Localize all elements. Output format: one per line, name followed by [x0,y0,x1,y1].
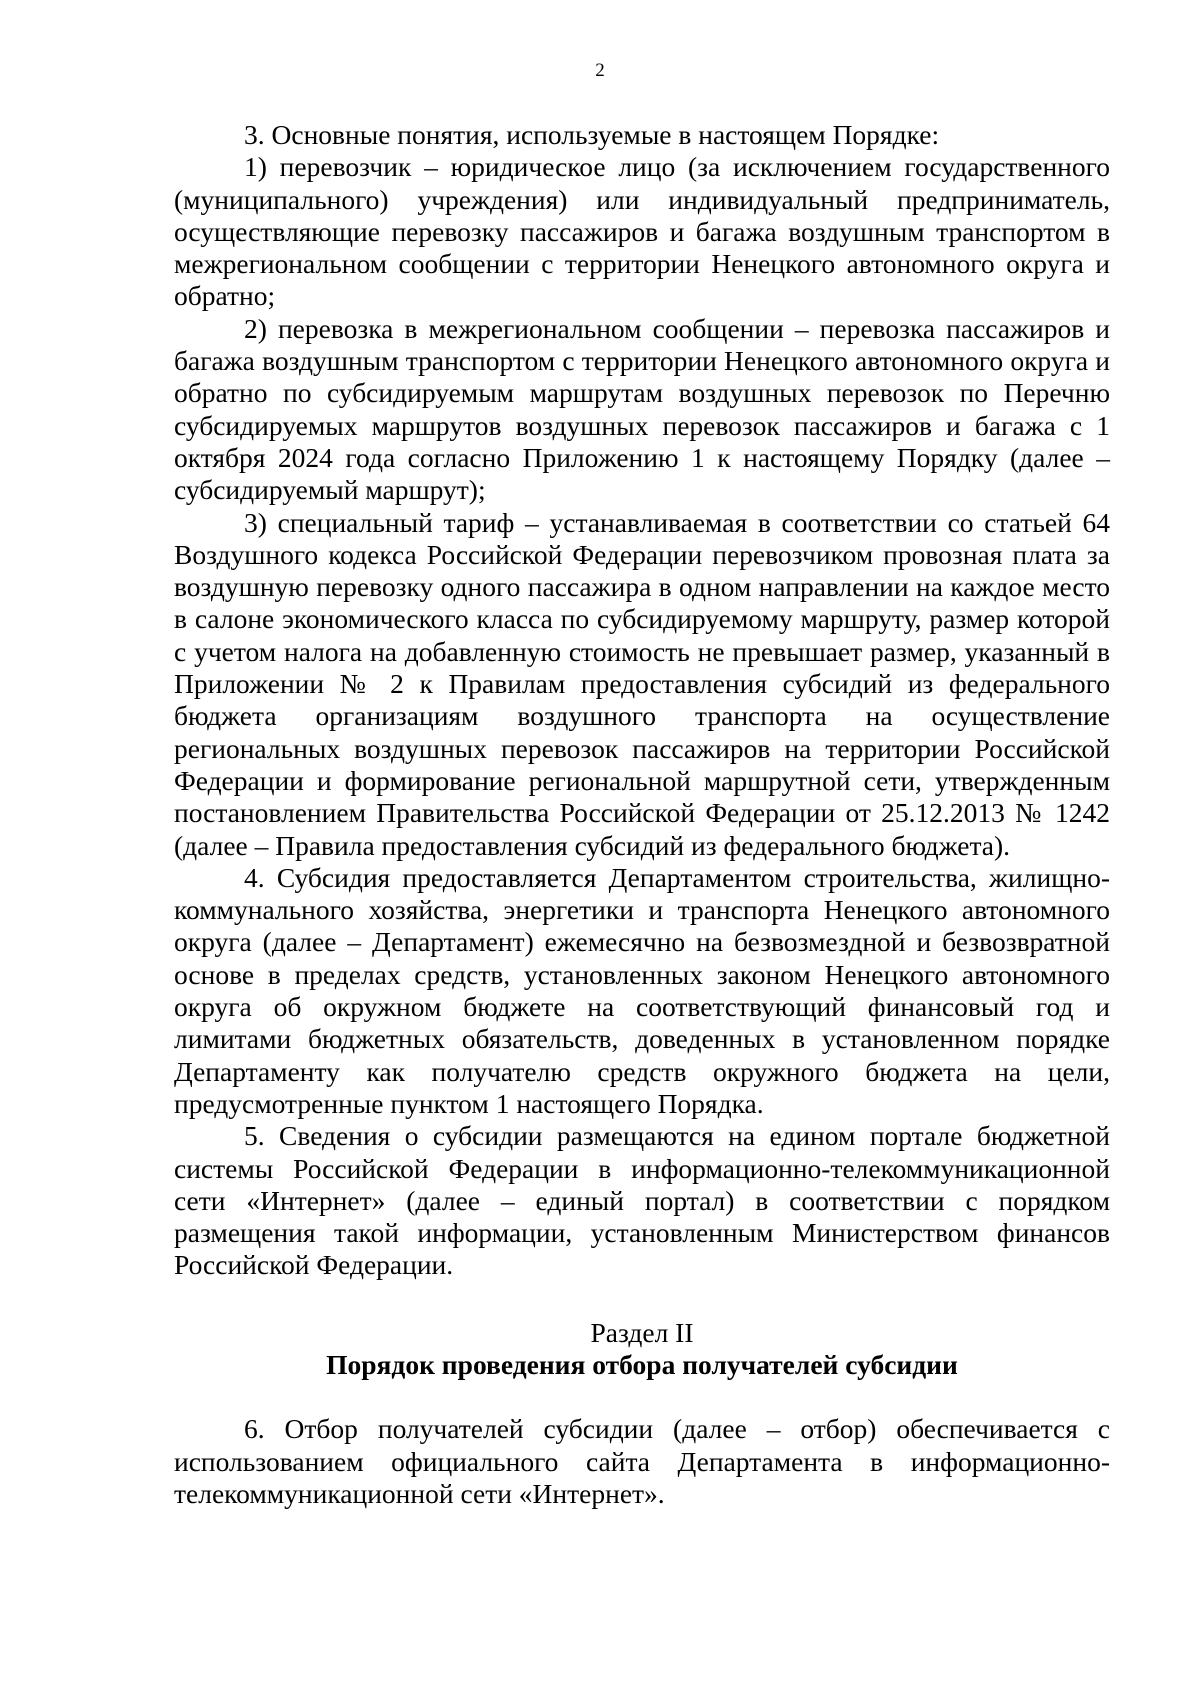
paragraph-5-information: 5. Сведения о субсидии размещаются на едином портале бюджетной системы Российской Федерации в информационно-телекоммуникационной сети «Интернет» (далее – единый портал) в соответствии с порядком размещения такой информации, установленным Министерством финансов Российской Федерации. [174,1120,1110,1281]
paragraph-3-1-carrier: 1) перевозчик – юридическое лицо (за исключением государственного (муниципального) учреждения) или индивидуальный предприниматель, осуществляющие перевозку пассажиров и багажа воздушным транспортом в межрегиональном сообщении с территории Ненецкого автономного округа и обратно; [174,151,1110,312]
paragraph-3-2-interregional-transport: 2) перевозка в межрегиональном сообщении – перевозка пассажиров и багажа воздушным транспортом с территории Ненецкого автономного округа и обратно по субсидируемым маршрутам воздушных перевозок по Перечню субсидируемых маршрутов воздушных перевозок пассажиров и багажа с 1 октября 2024 года согласно Приложению 1 к настоящему Порядку (далее – субсидируемый маршрут); [174,312,1110,506]
paragraph-6-selection: 6. Отбор получателей субсидии (далее – отбор) обеспечивается с использованием официального сайта Департамента в информационно-телекоммуникационной сети «Интернет». [174,1413,1110,1509]
document-body [174,119,1110,1510]
section-title: Порядок проведения отбора получателей субсидии [326,1348,958,1380]
paragraph-3-basic-concepts: 3. Основные понятия, используемые в настоящем Порядке: [244,119,940,150]
section-label: Раздел II [590,1316,694,1348]
paragraph-3-3-special-tariff: 3) специальный тариф – устанавливаемая в соответствии со статьей 64 Воздушного кодекса Российской Федерации перевозчиком провозная плата за воздушную перевозку одного пассажира в одном направлении на каждое место в салоне экономического класса по субсидируемому маршруту, размер которой с учетом налога на добавленную стоимость не превышает размер, указанный в Приложении № 2 к Правилам предоставления субсидий из федерального бюджета организациям воздушного транспорта на осуществление региональных воздушных перевозок пассажиров на территории Российской Федерации и формирование региональной маршрутной сети, утвержденным постановлением Правительства Российской Федерации от 25.12.2013 № 1242 (далее – Правила предоставления субсидий из федерального бюджета). [174,506,1110,861]
paragraph-4-subsidy: 4. Субсидия предоставляется Департаментом строительства, жилищно-коммунального хозяйства, энергетики и транспорта Ненецкого автономного округа (далее – Департамент) ежемесячно на безвозмездной и безвозвратной основе в пределах средств, установленных законом Ненецкого автономного округа об окружном бюджете на соответствующий финансовый год и лимитами бюджетных обязательств, доведенных в установленном порядке Департаменту как получателю средств окружного бюджета на цели, предусмотренные пунктом 1 настоящего Порядка. [174,861,1110,1119]
page-number: 2 [595,60,605,81]
